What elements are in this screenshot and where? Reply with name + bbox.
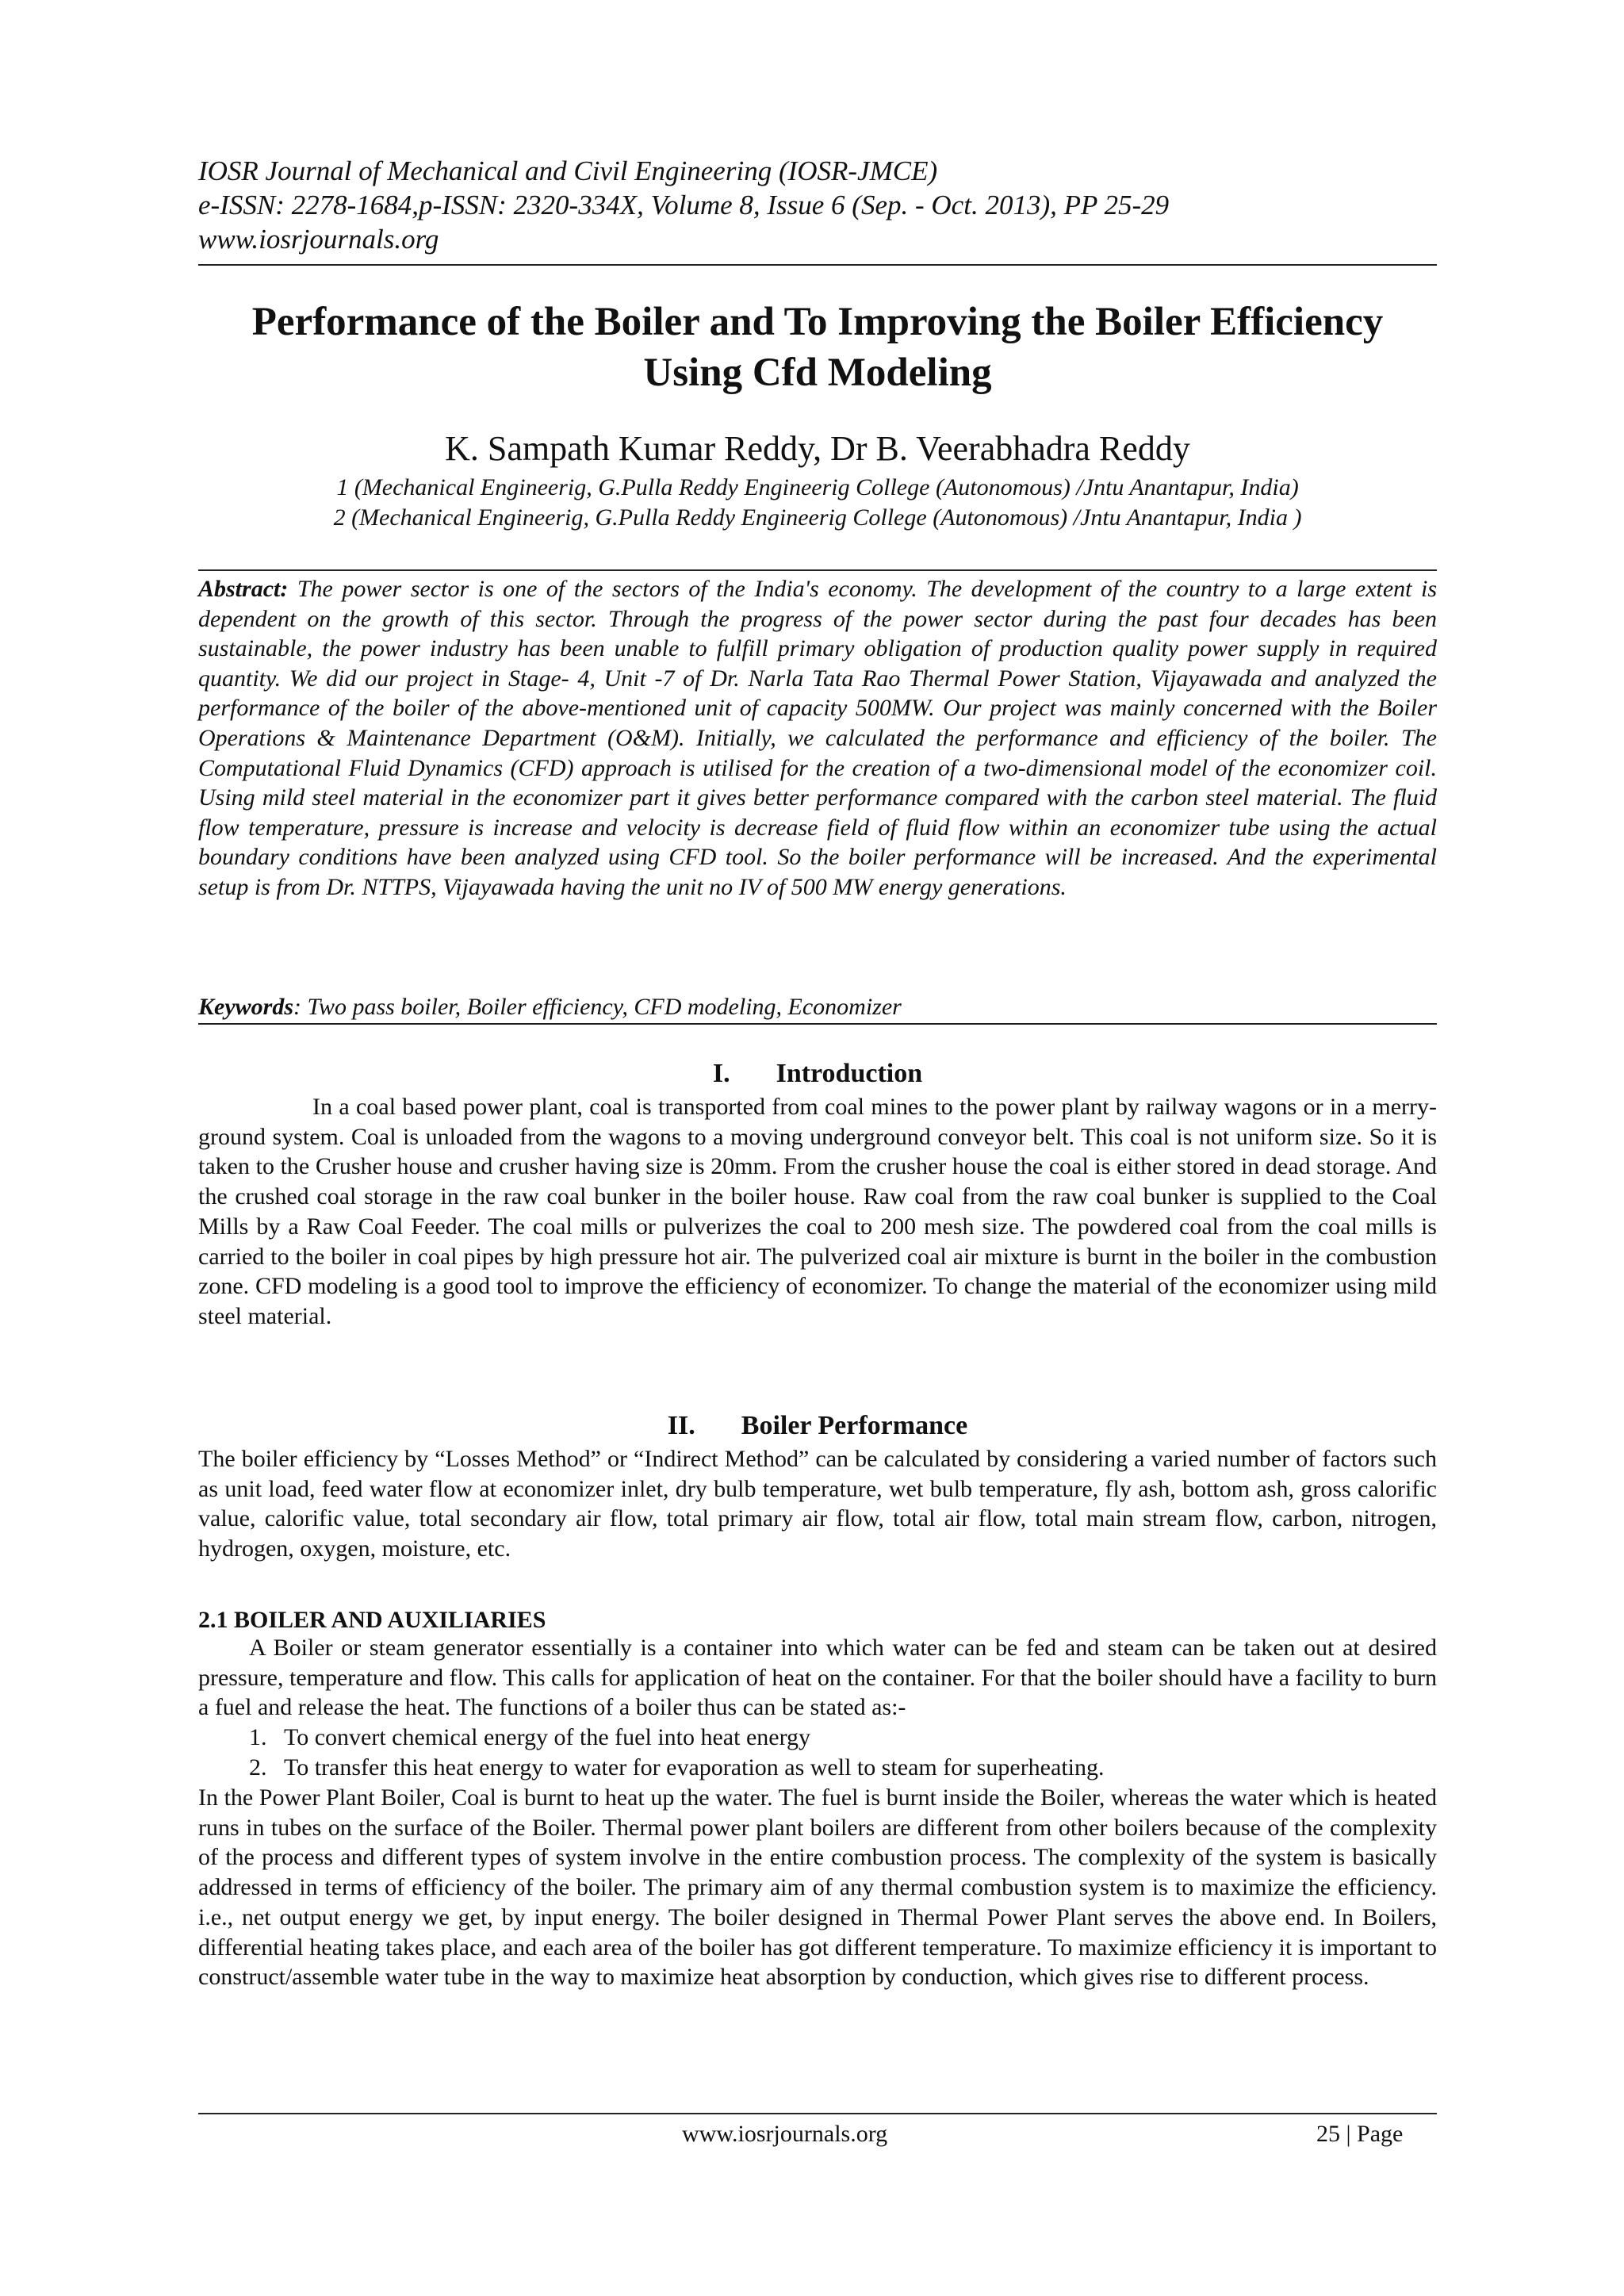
functions-list <box>198 1723 1437 1782</box>
section-heading-introduction <box>198 1058 1437 1090</box>
section-heading-boiler-performance <box>198 1410 1437 1442</box>
list-item-text: To convert chemical energy of the fuel into heat energy <box>284 1724 811 1750</box>
introduction-body <box>198 1092 1437 1332</box>
abstract-text: The power sector is one of the sectors of the India's economy. The development of the country to a large extent is dependent on the growth of this sector. Through the progress of the power sector during the past four decades has been sustainable, the power industry has been unable to fulfill primary obligation of production quality power supply in required quantity. We did our project in Stage- 4, Unit -7 of Dr. Narla Tata Rao Thermal Power Station, Vijayawada and analyzed the performance of the boiler of the above-mentioned unit of capacity 500MW. Our project was mainly concerned with the Boiler Operations & Maintenance Department (O&M). Initially, we calculated the performance and efficiency of the boiler. The Computational Fluid Dynamics (CFD) approach is utilised for the creation of a two-dimensional model of the economizer coil. Using mild steel material in the economizer part it gives better performance compared with the carbon steel material. The fluid flow temperature, pressure is increase and velocity is decrease field of fluid flow within an economizer tube using the actual boundary conditions have been analyzed using CFD tool. So the boiler performance will be increased. And the experimental setup is from Dr. NTTPS, Vijayawada having the unit no IV of 500 MW energy generations. <box>198 576 1437 900</box>
subsection-paragraph-2: In the Power Plant Boiler, Coal is burnt to heat up the water. The fuel is burnt inside the Boiler, whereas the water which is heated runs in tubes on the surface of the Boiler. Thermal power plant boilers are different from other boilers because of the complexity of the process and different types of system involve in the entire combustion process. The complexity of the system is basically addressed in terms of efficiency of the boiler. The primary aim of any thermal combustion system is to maximize the efficiency. i.e., net output energy we get, by input energy. The boiler designed in Thermal Power Plant serves the above end. In Boilers, differential heating takes place, and each area of the boiler has got different temperature. To maximize efficiency it is important to construct/assemble water tube in the way to maximize heat absorption by conduction, which gives rise to different process. <box>198 1784 1437 1991</box>
section-title: Boiler Performance <box>741 1411 968 1440</box>
subsection-body-main <box>198 1783 1437 1992</box>
introduction-paragraph: In a coal based power plant, coal is transported from coal mines to the power plant by railway wagons or in a merry-ground system. Coal is unloaded from the wagons to a moving underground conveyor belt. This coal is not uniform size. So it is taken to the Crusher house and crusher having size is 20mm. From the crusher house the coal is either stored in dead storage. And the crushed coal storage in the raw coal bunker in the boiler house. Raw coal from the raw coal bunker is supplied to the Coal Mills by a Raw Coal Feeder. The coal mills or pulverizes the coal to 200 mesh size. The powdered coal from the coal mills is carried to the boiler in coal pipes by high pressure hot air. The pulverized coal air mixture is burnt in the boiler in the combustion zone. CFD modeling is a good tool to improve the efficiency of economizer. To change the material of the economizer using mild steel material. <box>198 1094 1437 1329</box>
footer-page-number: 25 | Page <box>1316 2121 1404 2147</box>
list-item-number: 2. <box>249 1754 267 1780</box>
header-rule <box>198 264 1437 266</box>
boiler-performance-body <box>198 1444 1437 1564</box>
list-item <box>198 1723 1437 1753</box>
list-item <box>198 1753 1437 1783</box>
affiliation-1: 1 (Mechanical Engineerig, G.Pulla Reddy Engineerig College (Autonomous) /Jntu Anantapur, India) <box>336 474 1299 500</box>
authors: K. Sampath Kumar Reddy, Dr B. Veerabhadra Reddy <box>445 429 1190 468</box>
journal-website: www.iosrjournals.org <box>198 224 439 255</box>
affiliation-2: 2 (Mechanical Engineerig, G.Pulla Reddy Engineerig College (Autonomous) /Jntu Anantapur, India ) <box>333 504 1302 531</box>
keywords-text: : Two pass boiler, Boiler efficiency, CFD modeling, Economizer <box>293 994 902 1020</box>
boiler-performance-paragraph: The boiler efficiency by “Losses Method” or “Indirect Method” can be calculated by considering a varied number of factors such as unit load, feed water flow at economizer inlet, dry bulb temperature, wet bulb temperature, fly ash, bottom ash, gross calorific value, calorific value, total secondary air flow, total primary air flow, total air flow, total main stream flow, carbon, nitrogen, hydrogen, oxygen, moisture, etc. <box>198 1446 1437 1562</box>
section-title: Introduction <box>776 1059 923 1088</box>
paper-title-line-2: Using Cfd Modeling <box>643 351 992 395</box>
abstract-bottom-rule <box>198 1023 1437 1025</box>
list-item-text: To transfer this heat energy to water for evaporation as well to steam for superheating. <box>284 1754 1105 1780</box>
journal-name: IOSR Journal of Mechanical and Civil Engineering (IOSR-JMCE) <box>198 155 938 186</box>
abstract <box>198 574 1437 903</box>
list-item-number: 1. <box>249 1724 267 1750</box>
abstract-top-rule <box>198 569 1437 571</box>
journal-issn-volume: e-ISSN: 2278-1684,p-ISSN: 2320-334X, Volume 8, Issue 6 (Sep. - Oct. 2013), PP 25-29 <box>198 190 1170 220</box>
section-number: I. <box>712 1059 730 1088</box>
paper-title <box>198 297 1437 398</box>
keywords-label: Keywords <box>198 994 293 1020</box>
journal-header <box>198 154 1437 256</box>
subsection-paragraph-1: A Boiler or steam generator essentially is a container into which water can be fed and steam can be taken out at desired pressure, temperature and flow. This calls for application of heat on the container. For that the boiler should have a facility to burn a fuel and release the heat. The functions of a boiler thus can be stated as:- <box>198 1635 1437 1721</box>
footer-rule <box>198 2113 1437 2114</box>
paper-title-line-1: Performance of the Boiler and To Improving the Boiler Efficiency <box>251 300 1384 344</box>
subsection-body-intro <box>198 1633 1437 1723</box>
subsection-heading: 2.1 BOILER AND AUXILIARIES <box>198 1607 546 1633</box>
section-number: II. <box>667 1411 695 1440</box>
keywords <box>198 992 1437 1022</box>
affiliations <box>198 473 1437 533</box>
footer-url: www.iosrjournals.org <box>682 2121 888 2147</box>
abstract-label: Abstract: <box>198 576 289 602</box>
